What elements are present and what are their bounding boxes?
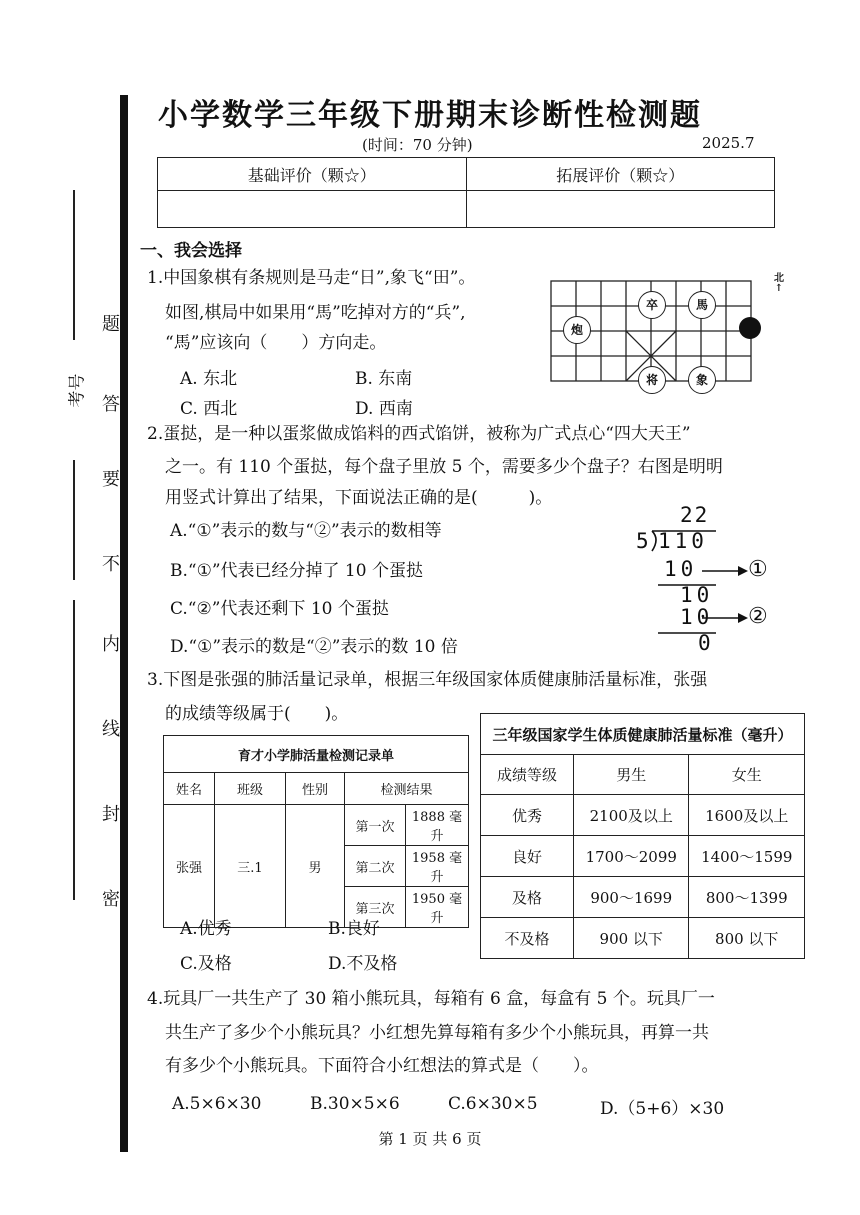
standard-grade: 良好 xyxy=(481,836,574,877)
standard-female: 1600及以上 xyxy=(689,795,805,836)
division-dividend: 110 xyxy=(658,529,708,553)
trial-label: 第一次 xyxy=(345,805,406,846)
standard-male: 1700～2099 xyxy=(574,836,689,877)
q3-option-a[interactable]: A.优秀 xyxy=(180,919,232,939)
q4-line2: 共生产了多少个小熊玩具？小红想先算每箱有多少个小熊玩具，再算一共 xyxy=(165,1023,709,1043)
standard-male: 900 以下 xyxy=(574,918,689,959)
seal-char: 答 xyxy=(102,394,120,415)
standard-male: 900～1699 xyxy=(574,877,689,918)
division-label-1: ① xyxy=(748,557,768,582)
page-number: 第 1 页 共 6 页 xyxy=(378,1130,482,1148)
standard-male: 2100及以上 xyxy=(574,795,689,836)
seal-char: 要 xyxy=(102,469,120,490)
exam-no-label: 考号 xyxy=(67,373,88,408)
q1-option-c[interactable]: C. 西北 xyxy=(180,399,238,419)
section-title: 一、我会选择 xyxy=(140,241,242,261)
q2-option-b[interactable]: B.“①”代表已经分掉了 10 个蛋挞 xyxy=(170,561,423,581)
q1-line1: 1.中国象棋有条规则是马走“日”,象飞“田”。 xyxy=(147,268,476,288)
q1-line3: “馬”应该向（ ）方向走。 xyxy=(165,333,387,353)
lung-record-table xyxy=(163,735,469,928)
standard-header-female: 女生 xyxy=(689,755,805,795)
lung-standard-table xyxy=(480,713,805,959)
q4-option-c[interactable]: C.6×30×5 xyxy=(448,1094,538,1114)
division-remainder: 0 xyxy=(698,631,711,655)
division-step1: 10 xyxy=(664,557,698,581)
standard-header-grade: 成绩等级 xyxy=(481,755,574,795)
standard-female: 800 以下 xyxy=(689,918,805,959)
seal-line-upper xyxy=(73,460,75,580)
chess-board xyxy=(550,280,766,387)
standard-female: 1400～1599 xyxy=(689,836,805,877)
q1-line2: 如图,棋局中如果用“馬”吃掉对方的“兵”, xyxy=(165,303,466,323)
q2-line2: 之一。有 110 个蛋挞，每个盘子里放 5 个，需要多少个盘子？右图是明明 xyxy=(165,457,723,477)
record-gender: 男 xyxy=(286,805,345,928)
chess-piece-ma: 馬 xyxy=(688,291,716,319)
record-header-name: 姓名 xyxy=(164,773,215,805)
record-header-result: 检测结果 xyxy=(345,773,469,805)
q2-option-c[interactable]: C.“②”代表还剩下 10 个蛋挞 xyxy=(170,599,389,619)
standard-header-male: 男生 xyxy=(574,755,689,795)
q2-line3: 用竖式计算出了结果，下面说法正确的是( )。 xyxy=(165,488,553,508)
chess-piece-jiang: 将 xyxy=(638,366,666,394)
division-label-2: ② xyxy=(748,604,768,629)
evaluation-table xyxy=(157,157,775,228)
seal-line-lower xyxy=(73,600,75,900)
trial-label: 第二次 xyxy=(345,846,406,887)
record-class: 三.1 xyxy=(215,805,286,928)
q3-line1: 3.下图是张强的肺活量记录单，根据三年级国家体质健康肺活量标准，张强 xyxy=(147,670,708,690)
q2-option-a[interactable]: A.“①”表示的数与“②”表示的数相等 xyxy=(170,521,442,541)
chess-piece-xiang: 象 xyxy=(688,366,716,394)
chess-piece-pao: 炮 xyxy=(563,316,591,344)
seal-char: 内 xyxy=(102,634,120,655)
division-divisor: 5 xyxy=(636,529,649,553)
division-lines xyxy=(630,505,800,655)
page-title: 小学数学三年级下册期末诊断性检测题 xyxy=(158,98,702,133)
q2-option-d[interactable]: D.“①”表示的数是“②”表示的数 10 倍 xyxy=(170,637,458,657)
q3-line2: 的成绩等级属于( )。 xyxy=(165,704,349,724)
seal-char: 线 xyxy=(102,719,120,740)
standard-grade: 优秀 xyxy=(481,795,574,836)
seal-char: 不 xyxy=(102,554,120,575)
q4-option-b[interactable]: B.30×5×6 xyxy=(310,1094,400,1114)
extended-eval-field[interactable] xyxy=(466,191,775,228)
extended-eval-label: 拓展评价（颗☆） xyxy=(466,158,775,191)
q4-line1: 4.玩具厂一共生产了 30 箱小熊玩具，每箱有 6 盒，每盒有 5 个。玩具厂一 xyxy=(147,989,715,1009)
q4-line3: 有多少个小熊玩具。下面符合小红想法的算式是（ ）。 xyxy=(165,1056,599,1076)
north-arrow-icon: ↑ xyxy=(774,283,784,294)
standard-female: 800～1399 xyxy=(689,877,805,918)
chess-piece-zu: 卒 xyxy=(638,291,666,319)
q3-option-c[interactable]: C.及格 xyxy=(180,954,232,974)
long-division xyxy=(630,505,800,655)
division-step2: 10 xyxy=(680,583,714,607)
record-title: 育才小学肺活量检测记录单 xyxy=(164,736,469,773)
division-step3: 10 xyxy=(680,605,714,629)
trial-value: 1888 毫升 xyxy=(406,805,469,846)
q1-option-a[interactable]: A. 东北 xyxy=(180,369,238,389)
standard-grade: 不及格 xyxy=(481,918,574,959)
exam-time: (时间：70 分钟) xyxy=(362,136,473,154)
basic-eval-field[interactable] xyxy=(158,191,467,228)
seal-char: 封 xyxy=(102,804,120,825)
q3-option-d[interactable]: D.不及格 xyxy=(328,954,398,974)
q1-option-d[interactable]: D. 西南 xyxy=(355,399,413,419)
q1-option-b[interactable]: B. 东南 xyxy=(355,369,413,389)
exam-date: 2025.7 xyxy=(702,134,755,152)
record-header-class: 班级 xyxy=(215,773,286,805)
standard-grade: 及格 xyxy=(481,877,574,918)
record-name: 张强 xyxy=(164,805,215,928)
q4-option-d[interactable]: D.（5+6）×30 xyxy=(600,1099,725,1119)
seal-char: 密 xyxy=(102,889,120,910)
trial-label: 第三次 xyxy=(345,887,406,928)
q2-line1: 2.蛋挞，是一种以蛋浆做成馅料的西式馅饼，被称为广式点心“四大天王” xyxy=(147,424,691,444)
record-header-gender: 性别 xyxy=(286,773,345,805)
standard-title: 三年级国家学生体质健康肺活量标准（毫升） xyxy=(481,714,805,755)
compass xyxy=(773,274,785,294)
q3-option-b[interactable]: B.良好 xyxy=(328,919,380,939)
trial-value: 1958 毫升 xyxy=(406,846,469,887)
north-label: 北 xyxy=(774,273,784,284)
seal-char: 题 xyxy=(102,314,120,335)
division-quotient: 22 xyxy=(680,503,710,527)
q4-option-a[interactable]: A.5×6×30 xyxy=(172,1094,262,1114)
trial-value: 1950 毫升 xyxy=(406,887,469,928)
basic-eval-label: 基础评价（颗☆） xyxy=(158,158,467,191)
exam-no-underline xyxy=(73,190,75,340)
binding-bar xyxy=(120,95,128,1152)
